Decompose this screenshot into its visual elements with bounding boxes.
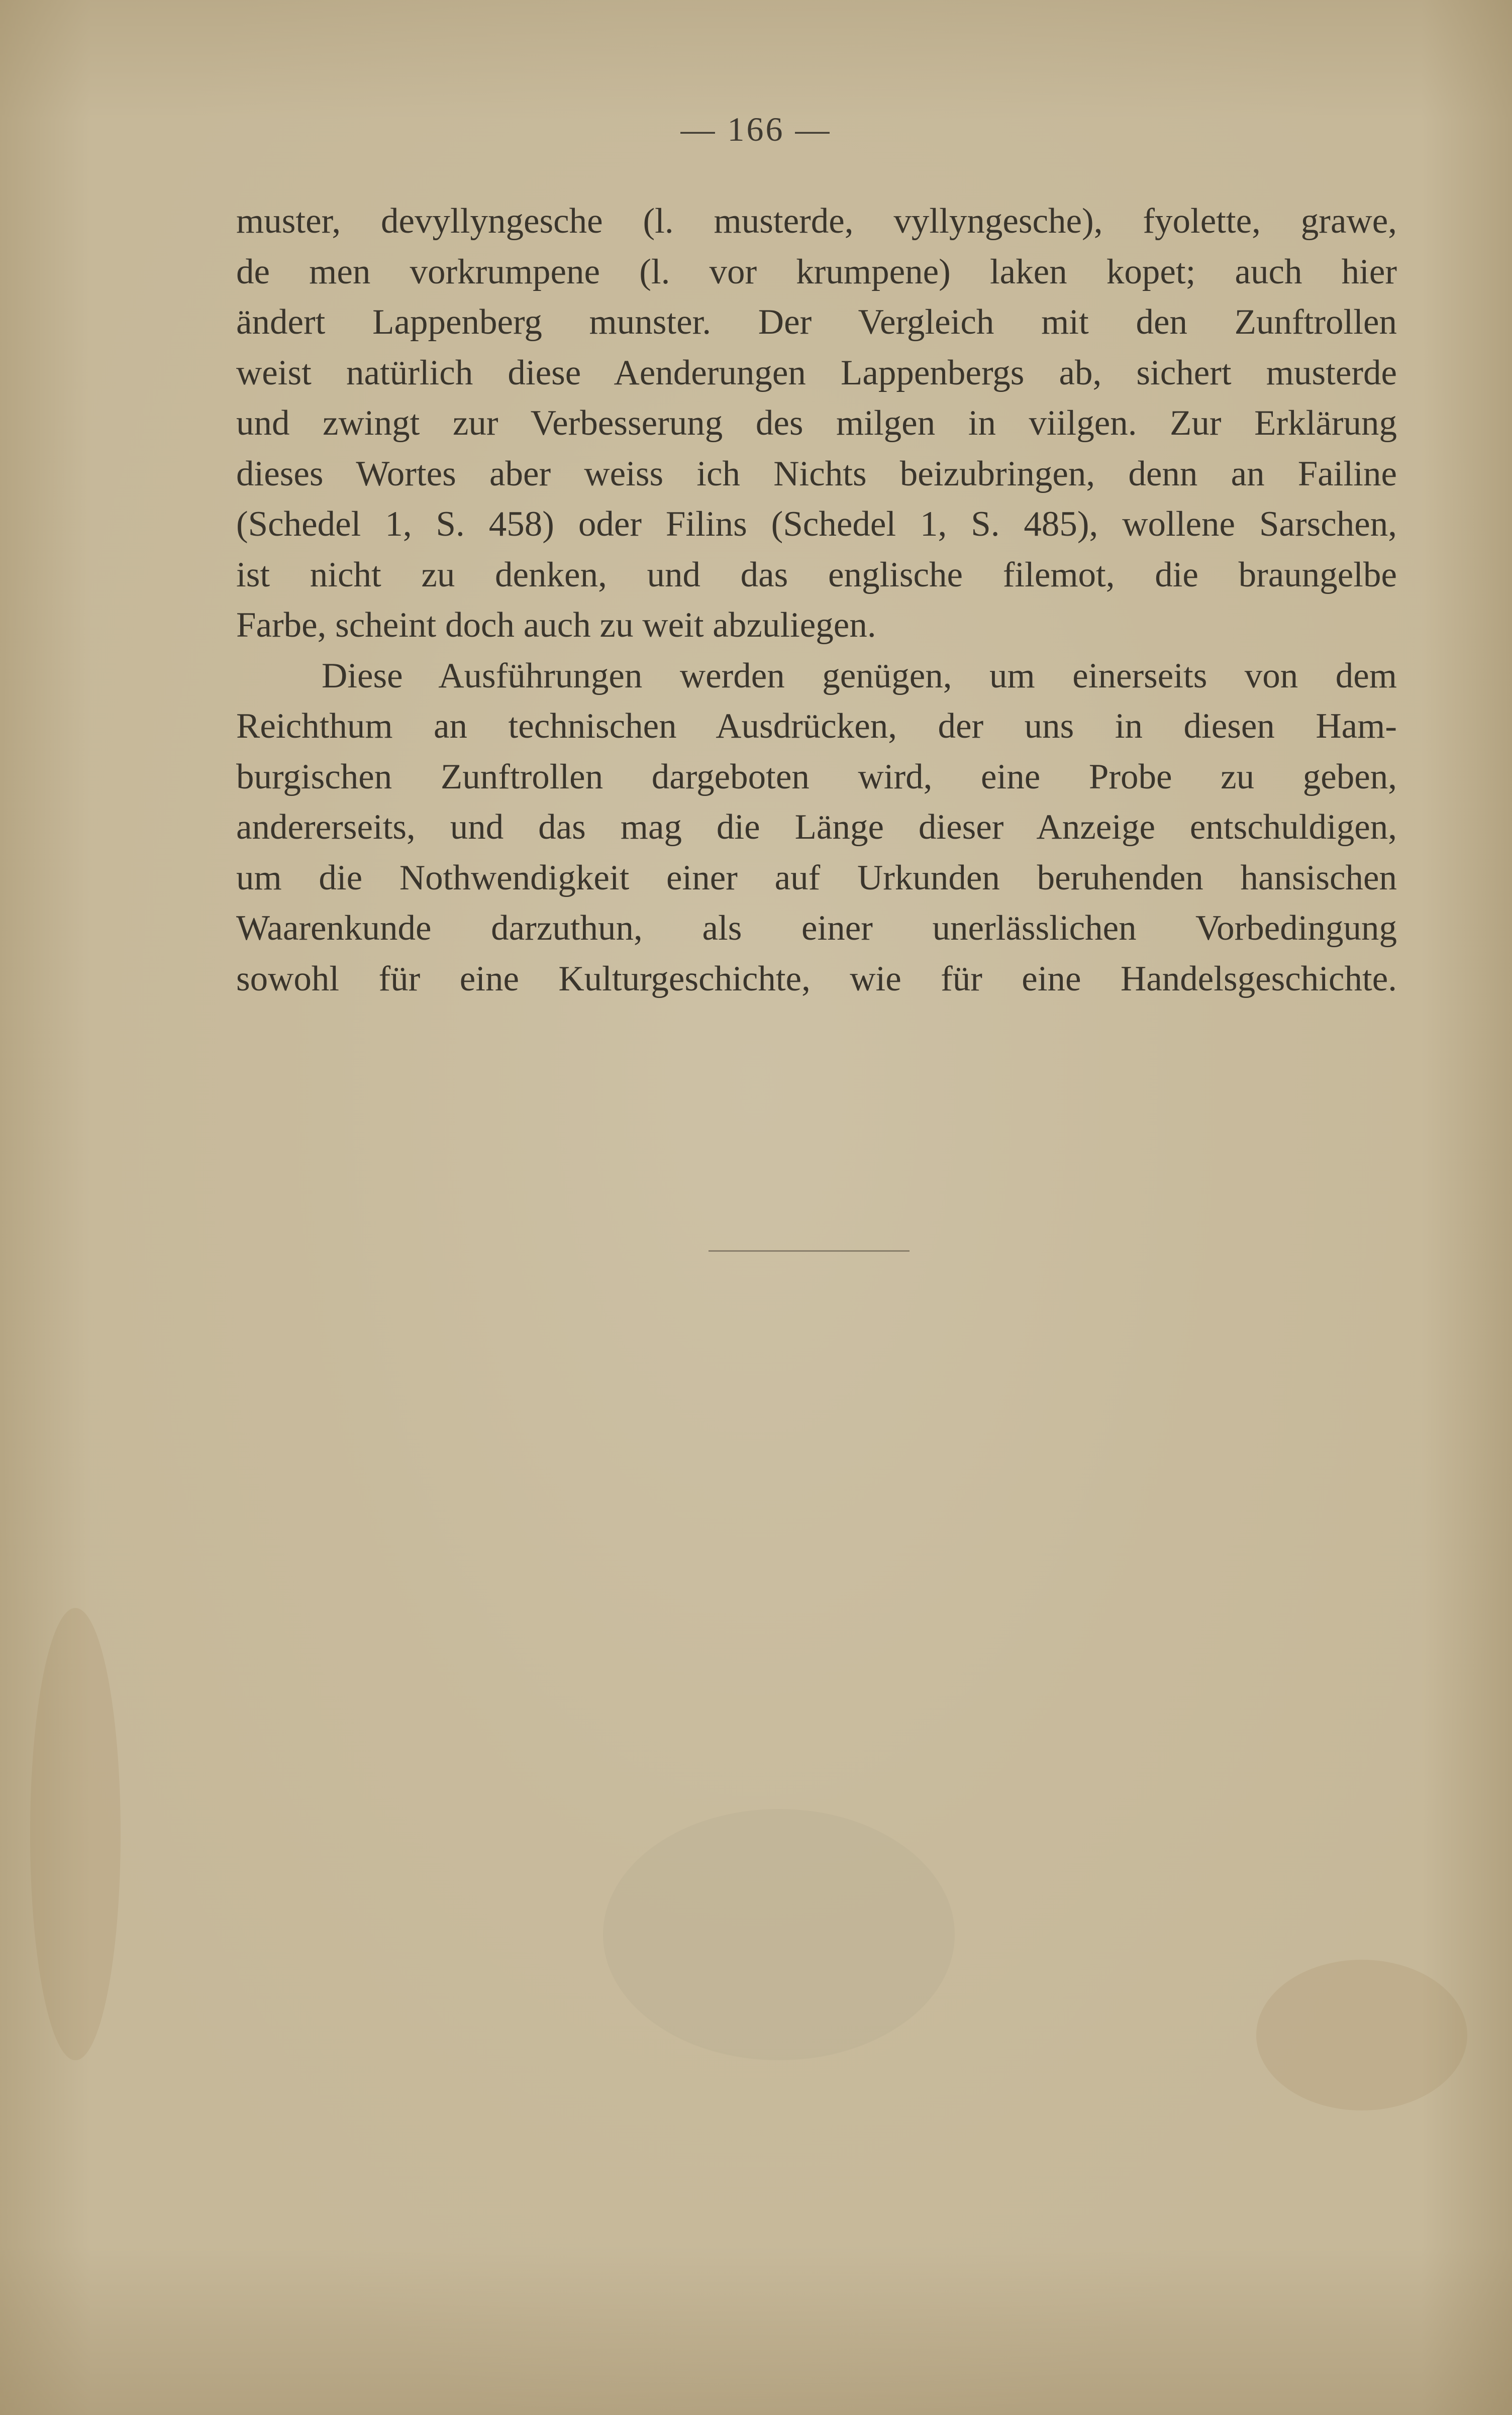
text-line: ändert Lappenberg munster. Der Vergleich mit den Zunftrollen — [236, 303, 1397, 342]
text-line: Reichthum an technischen Ausdrücken, der uns in diesen Ham- — [236, 707, 1397, 746]
text-line: muster, devyllyngesche (l. musterde, vyllyngesche), fyolette, grawe, — [236, 202, 1397, 241]
body-text — [236, 196, 1397, 1004]
page-number: — 166 — — [680, 110, 832, 148]
text-line: weist natürlich diese Aenderungen Lappenbergs ab, sichert musterde — [236, 353, 1397, 392]
text-line: Farbe, scheint doch auch zu weit abzuliegen. — [236, 606, 876, 645]
text-line: um die Nothwendigkeit einer auf Urkunden beruhenden hansischen — [236, 858, 1397, 897]
section-divider — [709, 1250, 910, 1252]
text-line: Waarenkunde darzuthun, als einer unerlässlichen Vorbedingung — [236, 909, 1397, 948]
paper-stain — [30, 1608, 121, 2060]
paper-stain — [1256, 1960, 1467, 2110]
text-line: und zwingt zur Verbesserung des milgen in viilgen. Zur Erklärung — [236, 404, 1397, 443]
text-line: Diese Ausführungen werden genügen, um einerseits von dem — [322, 656, 1397, 695]
paper-stain — [603, 1809, 955, 2060]
text-line: dieses Wortes aber weiss ich Nichts beizubringen, denn an Failine — [236, 454, 1397, 493]
text-line: burgischen Zunftrollen dargeboten wird, eine Probe zu geben, — [236, 757, 1397, 796]
text-line: (Schedel 1, S. 458) oder Filins (Schedel 1, S. 485), wollene Sarschen, — [236, 505, 1397, 544]
text-line: ist nicht zu denken, und das englische filemot, die braungelbe — [236, 555, 1397, 594]
text-line: andererseits, und das mag die Länge dieser Anzeige entschuldigen, — [236, 808, 1397, 847]
text-line: de men vorkrumpene (l. vor krumpene) laken kopet; auch hier — [236, 252, 1397, 291]
text-line: sowohl für eine Kulturgeschichte, wie für eine Handelsgeschichte. — [236, 959, 1397, 998]
